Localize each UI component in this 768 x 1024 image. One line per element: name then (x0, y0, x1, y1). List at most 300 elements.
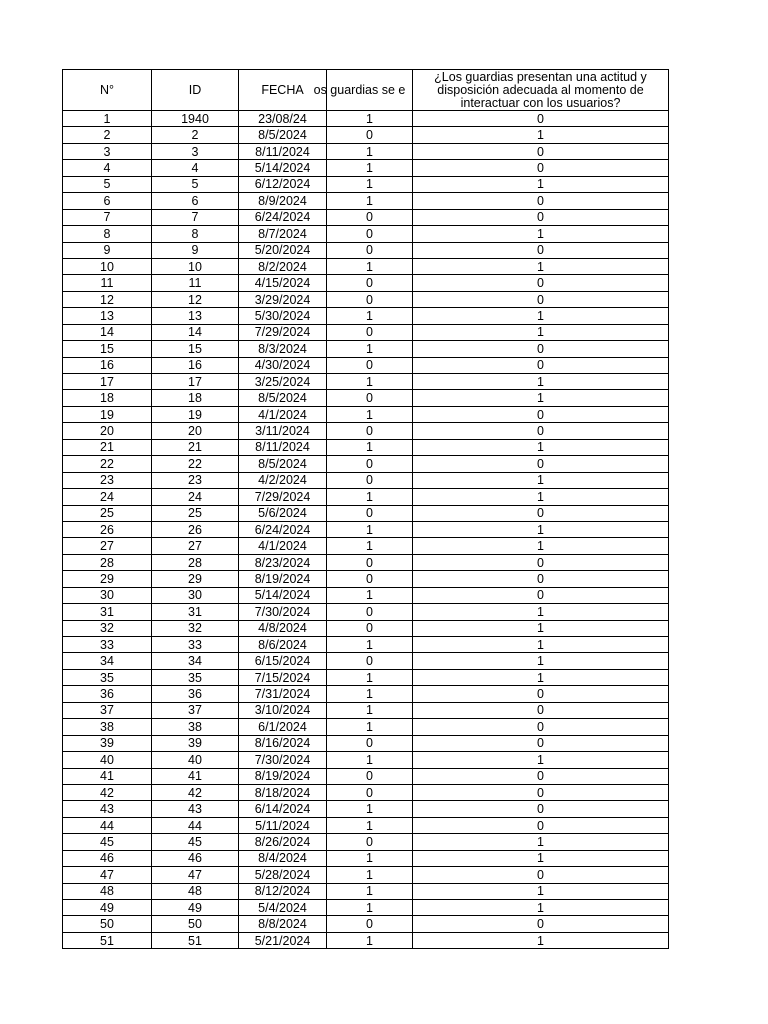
table-row (63, 423, 669, 439)
id-cell: 46 (152, 850, 239, 866)
attitude-cell: 0 (413, 242, 669, 258)
attitude-cell: 1 (413, 521, 669, 537)
table-row (63, 209, 669, 225)
attitude-cell: 0 (413, 554, 669, 570)
number-cell: 31 (63, 604, 152, 620)
attitude-cell: 0 (413, 784, 669, 800)
table-row (63, 242, 669, 258)
number-cell: 26 (63, 521, 152, 537)
table-row (63, 801, 669, 817)
id-cell: 5 (152, 176, 239, 192)
table-row (63, 341, 669, 357)
guards-question-1-cell: 0 (327, 620, 413, 636)
date-cell: 4/30/2024 (239, 357, 327, 373)
attitude-cell: 0 (413, 357, 669, 373)
id-cell: 1940 (152, 111, 239, 127)
attitude-cell: 0 (413, 817, 669, 833)
guards-question-1-cell: 0 (327, 784, 413, 800)
id-cell: 12 (152, 291, 239, 307)
attitude-cell: 0 (413, 719, 669, 735)
date-cell: 5/30/2024 (239, 308, 327, 324)
number-cell: 41 (63, 768, 152, 784)
table-row (63, 406, 669, 422)
table-row (63, 538, 669, 554)
table-row (63, 291, 669, 307)
id-cell: 48 (152, 883, 239, 899)
table-row (63, 768, 669, 784)
table-row (63, 817, 669, 833)
date-cell: 23/08/24 (239, 111, 327, 127)
guards-question-1-cell: 1 (327, 719, 413, 735)
number-cell: 4 (63, 160, 152, 176)
attitude-cell: 0 (413, 686, 669, 702)
date-cell: 4/15/2024 (239, 275, 327, 291)
date-cell: 3/25/2024 (239, 374, 327, 390)
attitude-cell: 0 (413, 160, 669, 176)
date-cell: 8/5/2024 (239, 456, 327, 472)
number-cell: 2 (63, 127, 152, 143)
date-cell: 3/29/2024 (239, 291, 327, 307)
guards-question-1-cell: 1 (327, 406, 413, 422)
id-cell: 26 (152, 521, 239, 537)
table-row (63, 127, 669, 143)
number-cell: 33 (63, 637, 152, 653)
id-cell: 51 (152, 932, 239, 948)
attitude-cell: 1 (413, 127, 669, 143)
attitude-cell: 0 (413, 768, 669, 784)
date-cell: 6/15/2024 (239, 653, 327, 669)
guards-question-1-cell: 1 (327, 883, 413, 899)
table-row (63, 390, 669, 406)
header-cell-date: FECHA (239, 70, 327, 111)
table-row (63, 686, 669, 702)
id-cell: 21 (152, 439, 239, 455)
number-cell: 15 (63, 341, 152, 357)
date-cell: 7/29/2024 (239, 324, 327, 340)
id-cell: 30 (152, 587, 239, 603)
guards-question-1-cell: 1 (327, 521, 413, 537)
table-row (63, 472, 669, 488)
table-row (63, 702, 669, 718)
id-cell: 34 (152, 653, 239, 669)
guards-question-1-cell: 0 (327, 653, 413, 669)
id-cell: 4 (152, 160, 239, 176)
date-cell: 8/11/2024 (239, 143, 327, 159)
table-row (63, 752, 669, 768)
date-cell: 8/4/2024 (239, 850, 327, 866)
date-cell: 8/11/2024 (239, 439, 327, 455)
table-row (63, 439, 669, 455)
attitude-cell: 1 (413, 258, 669, 274)
id-cell: 45 (152, 834, 239, 850)
date-cell: 8/26/2024 (239, 834, 327, 850)
table-row (63, 932, 669, 948)
number-cell: 35 (63, 669, 152, 685)
id-cell: 2 (152, 127, 239, 143)
guards-question-1-cell: 1 (327, 752, 413, 768)
guards-question-1-cell: 1 (327, 850, 413, 866)
id-cell: 42 (152, 784, 239, 800)
guards-question-1-cell: 1 (327, 176, 413, 192)
guards-question-1-cell: 1 (327, 900, 413, 916)
date-cell: 7/30/2024 (239, 604, 327, 620)
number-cell: 42 (63, 784, 152, 800)
guards-question-1-cell: 1 (327, 817, 413, 833)
attitude-cell: 0 (413, 111, 669, 127)
attitude-cell: 0 (413, 571, 669, 587)
attitude-cell: 0 (413, 193, 669, 209)
number-cell: 14 (63, 324, 152, 340)
number-cell: 43 (63, 801, 152, 817)
guards-question-1-cell: 1 (327, 111, 413, 127)
guards-question-1-cell: 1 (327, 143, 413, 159)
guards-question-1-cell: 0 (327, 735, 413, 751)
date-cell: 8/23/2024 (239, 554, 327, 570)
id-cell: 25 (152, 505, 239, 521)
attitude-cell: 1 (413, 752, 669, 768)
date-cell: 4/2/2024 (239, 472, 327, 488)
number-cell: 5 (63, 176, 152, 192)
number-cell: 16 (63, 357, 152, 373)
guards-question-1-cell: 1 (327, 308, 413, 324)
attitude-cell: 0 (413, 341, 669, 357)
id-cell: 36 (152, 686, 239, 702)
table-row (63, 521, 669, 537)
number-cell: 18 (63, 390, 152, 406)
id-cell: 28 (152, 554, 239, 570)
number-cell: 44 (63, 817, 152, 833)
attitude-cell: 0 (413, 291, 669, 307)
table-row (63, 637, 669, 653)
date-cell: 5/14/2024 (239, 587, 327, 603)
attitude-cell: 0 (413, 456, 669, 472)
number-cell: 45 (63, 834, 152, 850)
id-cell: 27 (152, 538, 239, 554)
attitude-cell: 1 (413, 538, 669, 554)
survey-table (62, 69, 669, 949)
table-row (63, 489, 669, 505)
guards-question-1-cell: 1 (327, 867, 413, 883)
table-row (63, 587, 669, 603)
table-row (63, 571, 669, 587)
date-cell: 8/3/2024 (239, 341, 327, 357)
number-cell: 49 (63, 900, 152, 916)
table-row (63, 604, 669, 620)
date-cell: 8/19/2024 (239, 768, 327, 784)
date-cell: 5/11/2024 (239, 817, 327, 833)
guards-question-1-cell: 1 (327, 193, 413, 209)
table-row (63, 226, 669, 242)
header-cell-id: ID (152, 70, 239, 111)
guards-question-1-cell: 0 (327, 127, 413, 143)
attitude-cell: 0 (413, 143, 669, 159)
guards-question-1-cell: 0 (327, 554, 413, 570)
table-row (63, 653, 669, 669)
date-cell: 7/29/2024 (239, 489, 327, 505)
attitude-cell: 1 (413, 834, 669, 850)
guards-question-1-cell: 0 (327, 768, 413, 784)
date-cell: 4/1/2024 (239, 538, 327, 554)
attitude-cell: 0 (413, 735, 669, 751)
date-cell: 8/2/2024 (239, 258, 327, 274)
date-cell: 8/6/2024 (239, 637, 327, 653)
guards-question-1-cell: 1 (327, 374, 413, 390)
date-cell: 7/30/2024 (239, 752, 327, 768)
id-cell: 50 (152, 916, 239, 932)
guards-question-1-cell: 1 (327, 538, 413, 554)
date-cell: 5/14/2024 (239, 160, 327, 176)
table-row (63, 505, 669, 521)
number-cell: 17 (63, 374, 152, 390)
date-cell: 5/20/2024 (239, 242, 327, 258)
number-cell: 32 (63, 620, 152, 636)
number-cell: 34 (63, 653, 152, 669)
date-cell: 8/12/2024 (239, 883, 327, 899)
table-row (63, 669, 669, 685)
guards-question-1-cell: 0 (327, 456, 413, 472)
id-cell: 39 (152, 735, 239, 751)
date-cell: 6/12/2024 (239, 176, 327, 192)
number-cell: 40 (63, 752, 152, 768)
table-row (63, 867, 669, 883)
guards-question-1-cell: 1 (327, 587, 413, 603)
number-cell: 7 (63, 209, 152, 225)
guards-question-1-cell: 1 (327, 637, 413, 653)
date-cell: 5/6/2024 (239, 505, 327, 521)
table-row (63, 784, 669, 800)
id-cell: 41 (152, 768, 239, 784)
header-cell-guards-attitude-question: ¿Los guardias presentan una actitud y disposición adecuada al momento de interactuar con los usuarios? (413, 70, 669, 111)
attitude-cell: 0 (413, 209, 669, 225)
guards-question-1-cell: 0 (327, 275, 413, 291)
guards-question-1-cell: 1 (327, 932, 413, 948)
guards-question-1-cell: 0 (327, 357, 413, 373)
id-cell: 32 (152, 620, 239, 636)
attitude-cell: 1 (413, 439, 669, 455)
guards-question-1-cell: 0 (327, 242, 413, 258)
table-row (63, 111, 669, 127)
id-cell: 20 (152, 423, 239, 439)
attitude-cell: 1 (413, 308, 669, 324)
table-row (63, 620, 669, 636)
date-cell: 8/7/2024 (239, 226, 327, 242)
guards-question-1-cell: 0 (327, 916, 413, 932)
number-cell: 22 (63, 456, 152, 472)
number-cell: 20 (63, 423, 152, 439)
attitude-cell: 0 (413, 505, 669, 521)
id-cell: 13 (152, 308, 239, 324)
attitude-cell: 1 (413, 324, 669, 340)
date-cell: 3/10/2024 (239, 702, 327, 718)
number-cell: 1 (63, 111, 152, 127)
attitude-cell: 1 (413, 653, 669, 669)
date-cell: 8/18/2024 (239, 784, 327, 800)
number-cell: 38 (63, 719, 152, 735)
date-cell: 4/1/2024 (239, 406, 327, 422)
number-cell: 36 (63, 686, 152, 702)
guards-question-1-cell: 1 (327, 489, 413, 505)
attitude-cell: 1 (413, 932, 669, 948)
number-cell: 29 (63, 571, 152, 587)
attitude-cell: 0 (413, 801, 669, 817)
header-row (63, 70, 669, 111)
table-body (63, 111, 669, 949)
id-cell: 6 (152, 193, 239, 209)
table-row (63, 834, 669, 850)
table-row (63, 883, 669, 899)
attitude-cell: 0 (413, 406, 669, 422)
table-row (63, 176, 669, 192)
id-cell: 38 (152, 719, 239, 735)
number-cell: 21 (63, 439, 152, 455)
number-cell: 12 (63, 291, 152, 307)
guards-question-1-cell: 0 (327, 834, 413, 850)
number-cell: 48 (63, 883, 152, 899)
date-cell: 5/21/2024 (239, 932, 327, 948)
number-cell: 24 (63, 489, 152, 505)
id-cell: 22 (152, 456, 239, 472)
guards-question-1-cell: 0 (327, 291, 413, 307)
attitude-cell: 1 (413, 226, 669, 242)
id-cell: 7 (152, 209, 239, 225)
number-cell: 39 (63, 735, 152, 751)
guards-question-1-cell: 0 (327, 505, 413, 521)
number-cell: 10 (63, 258, 152, 274)
date-cell: 8/5/2024 (239, 127, 327, 143)
date-cell: 3/11/2024 (239, 423, 327, 439)
number-cell: 6 (63, 193, 152, 209)
table-row (63, 275, 669, 291)
number-cell: 8 (63, 226, 152, 242)
id-cell: 9 (152, 242, 239, 258)
table-row (63, 357, 669, 373)
number-cell: 9 (63, 242, 152, 258)
attitude-cell: 1 (413, 620, 669, 636)
id-cell: 33 (152, 637, 239, 653)
table-row (63, 719, 669, 735)
table-row (63, 308, 669, 324)
number-cell: 50 (63, 916, 152, 932)
table-row (63, 160, 669, 176)
date-cell: 5/28/2024 (239, 867, 327, 883)
id-cell: 44 (152, 817, 239, 833)
date-cell: 4/8/2024 (239, 620, 327, 636)
attitude-cell: 1 (413, 472, 669, 488)
header-cell-guards-question-1 (313, 70, 413, 111)
number-cell: 51 (63, 932, 152, 948)
attitude-cell: 1 (413, 637, 669, 653)
date-cell: 8/9/2024 (239, 193, 327, 209)
id-cell: 23 (152, 472, 239, 488)
number-cell: 25 (63, 505, 152, 521)
guards-question-1-cell: 0 (327, 571, 413, 587)
date-cell: 6/24/2024 (239, 521, 327, 537)
date-cell: 6/1/2024 (239, 719, 327, 735)
attitude-cell: 1 (413, 850, 669, 866)
table-row (63, 916, 669, 932)
number-cell: 30 (63, 587, 152, 603)
header-cell-guards-question-1-text: os guardias se e (313, 83, 406, 97)
guards-question-1-cell: 1 (327, 669, 413, 685)
table-row (63, 735, 669, 751)
attitude-cell: 0 (413, 423, 669, 439)
id-cell: 37 (152, 702, 239, 718)
guards-question-1-cell: 0 (327, 226, 413, 242)
id-cell: 3 (152, 143, 239, 159)
id-cell: 18 (152, 390, 239, 406)
number-cell: 47 (63, 867, 152, 883)
guards-question-1-cell: 1 (327, 686, 413, 702)
id-cell: 16 (152, 357, 239, 373)
id-cell: 29 (152, 571, 239, 587)
id-cell: 15 (152, 341, 239, 357)
guards-question-1-cell: 1 (327, 341, 413, 357)
table-row (63, 324, 669, 340)
table-row (63, 258, 669, 274)
date-cell: 6/24/2024 (239, 209, 327, 225)
id-cell: 31 (152, 604, 239, 620)
guards-question-1-cell: 0 (327, 423, 413, 439)
date-cell: 7/15/2024 (239, 669, 327, 685)
attitude-cell: 0 (413, 916, 669, 932)
table-row (63, 900, 669, 916)
attitude-cell: 0 (413, 867, 669, 883)
guards-question-1-cell: 0 (327, 604, 413, 620)
id-cell: 43 (152, 801, 239, 817)
guards-question-1-cell: 1 (327, 258, 413, 274)
date-cell: 8/16/2024 (239, 735, 327, 751)
guards-question-1-cell: 1 (327, 160, 413, 176)
guards-question-1-cell: 0 (327, 209, 413, 225)
attitude-cell: 1 (413, 604, 669, 620)
guards-question-1-cell: 1 (327, 801, 413, 817)
date-cell: 8/5/2024 (239, 390, 327, 406)
table-row (63, 143, 669, 159)
attitude-cell: 1 (413, 489, 669, 505)
guards-question-1-cell: 0 (327, 390, 413, 406)
table-row (63, 374, 669, 390)
id-cell: 11 (152, 275, 239, 291)
id-cell: 35 (152, 669, 239, 685)
id-cell: 10 (152, 258, 239, 274)
number-cell: 28 (63, 554, 152, 570)
number-cell: 27 (63, 538, 152, 554)
id-cell: 14 (152, 324, 239, 340)
attitude-cell: 0 (413, 702, 669, 718)
date-cell: 8/19/2024 (239, 571, 327, 587)
guards-question-1-cell: 0 (327, 324, 413, 340)
id-cell: 8 (152, 226, 239, 242)
number-cell: 23 (63, 472, 152, 488)
id-cell: 17 (152, 374, 239, 390)
attitude-cell: 0 (413, 275, 669, 291)
date-cell: 7/31/2024 (239, 686, 327, 702)
number-cell: 46 (63, 850, 152, 866)
date-cell: 6/14/2024 (239, 801, 327, 817)
guards-question-1-cell: 1 (327, 439, 413, 455)
attitude-cell: 1 (413, 900, 669, 916)
date-cell: 8/8/2024 (239, 916, 327, 932)
id-cell: 24 (152, 489, 239, 505)
table-row (63, 193, 669, 209)
date-cell: 5/4/2024 (239, 900, 327, 916)
number-cell: 11 (63, 275, 152, 291)
attitude-cell: 1 (413, 176, 669, 192)
attitude-cell: 1 (413, 390, 669, 406)
id-cell: 49 (152, 900, 239, 916)
attitude-cell: 1 (413, 883, 669, 899)
number-cell: 37 (63, 702, 152, 718)
